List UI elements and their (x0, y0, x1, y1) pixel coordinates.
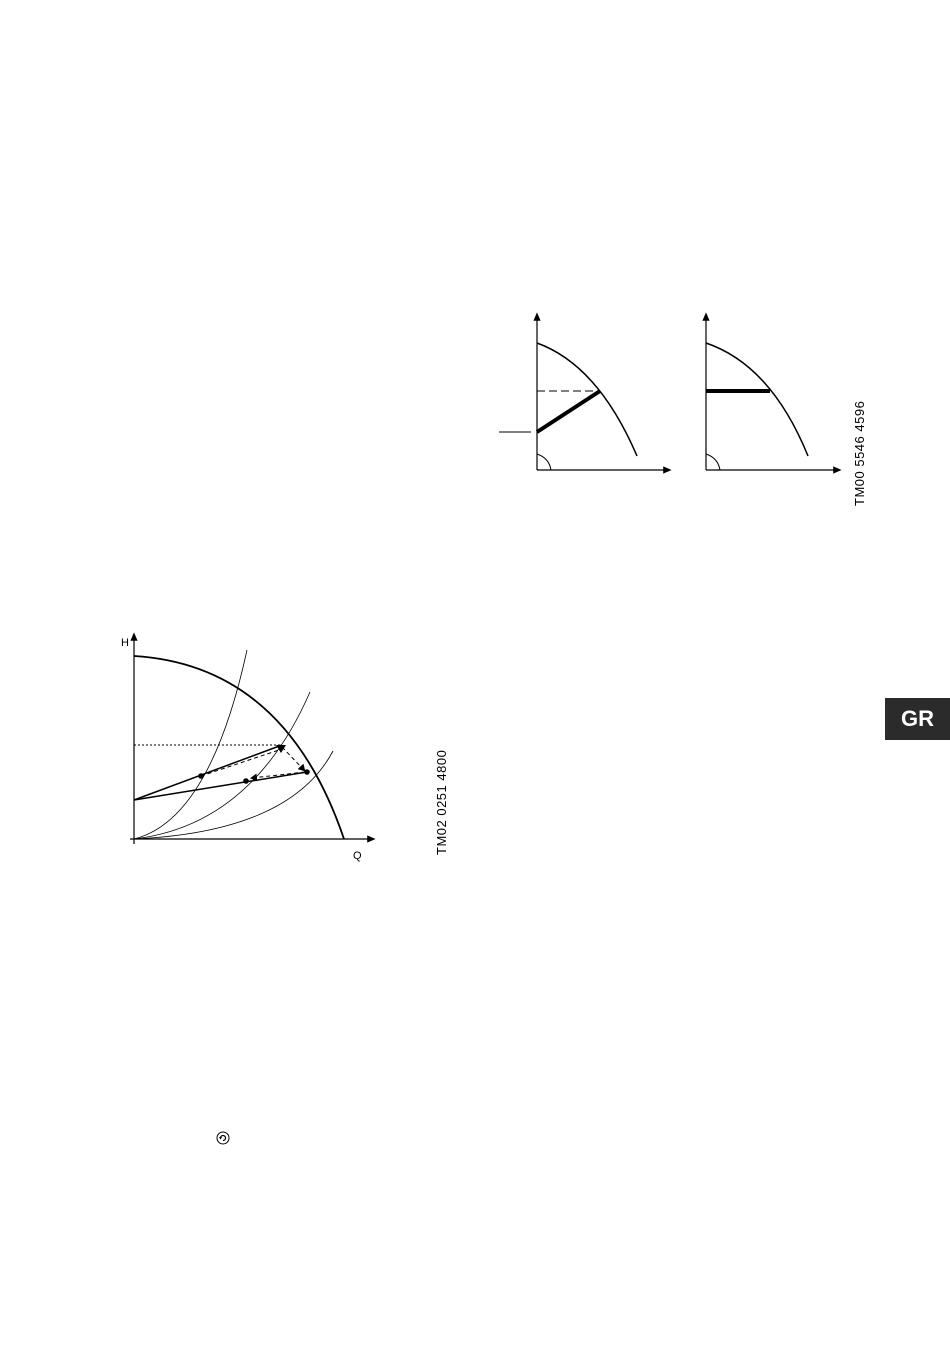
x-axis-label: Q (353, 850, 362, 862)
restart-icon (216, 1131, 230, 1145)
y-axis-label: H (121, 637, 129, 649)
figure-reference-bottom: TM02 0251 4800 (434, 749, 449, 855)
duty-point-2 (243, 778, 249, 784)
autoadapt-diagram (121, 636, 372, 862)
adapt-path-1 (201, 750, 279, 776)
duty-point-1 (198, 773, 204, 779)
control-curve-adapted (134, 772, 307, 800)
figure-reference-top: TM00 5546 4596 (852, 400, 867, 506)
duty-point-3 (304, 769, 310, 775)
system-curve-2 (134, 692, 310, 839)
language-tab: GR (885, 698, 950, 740)
